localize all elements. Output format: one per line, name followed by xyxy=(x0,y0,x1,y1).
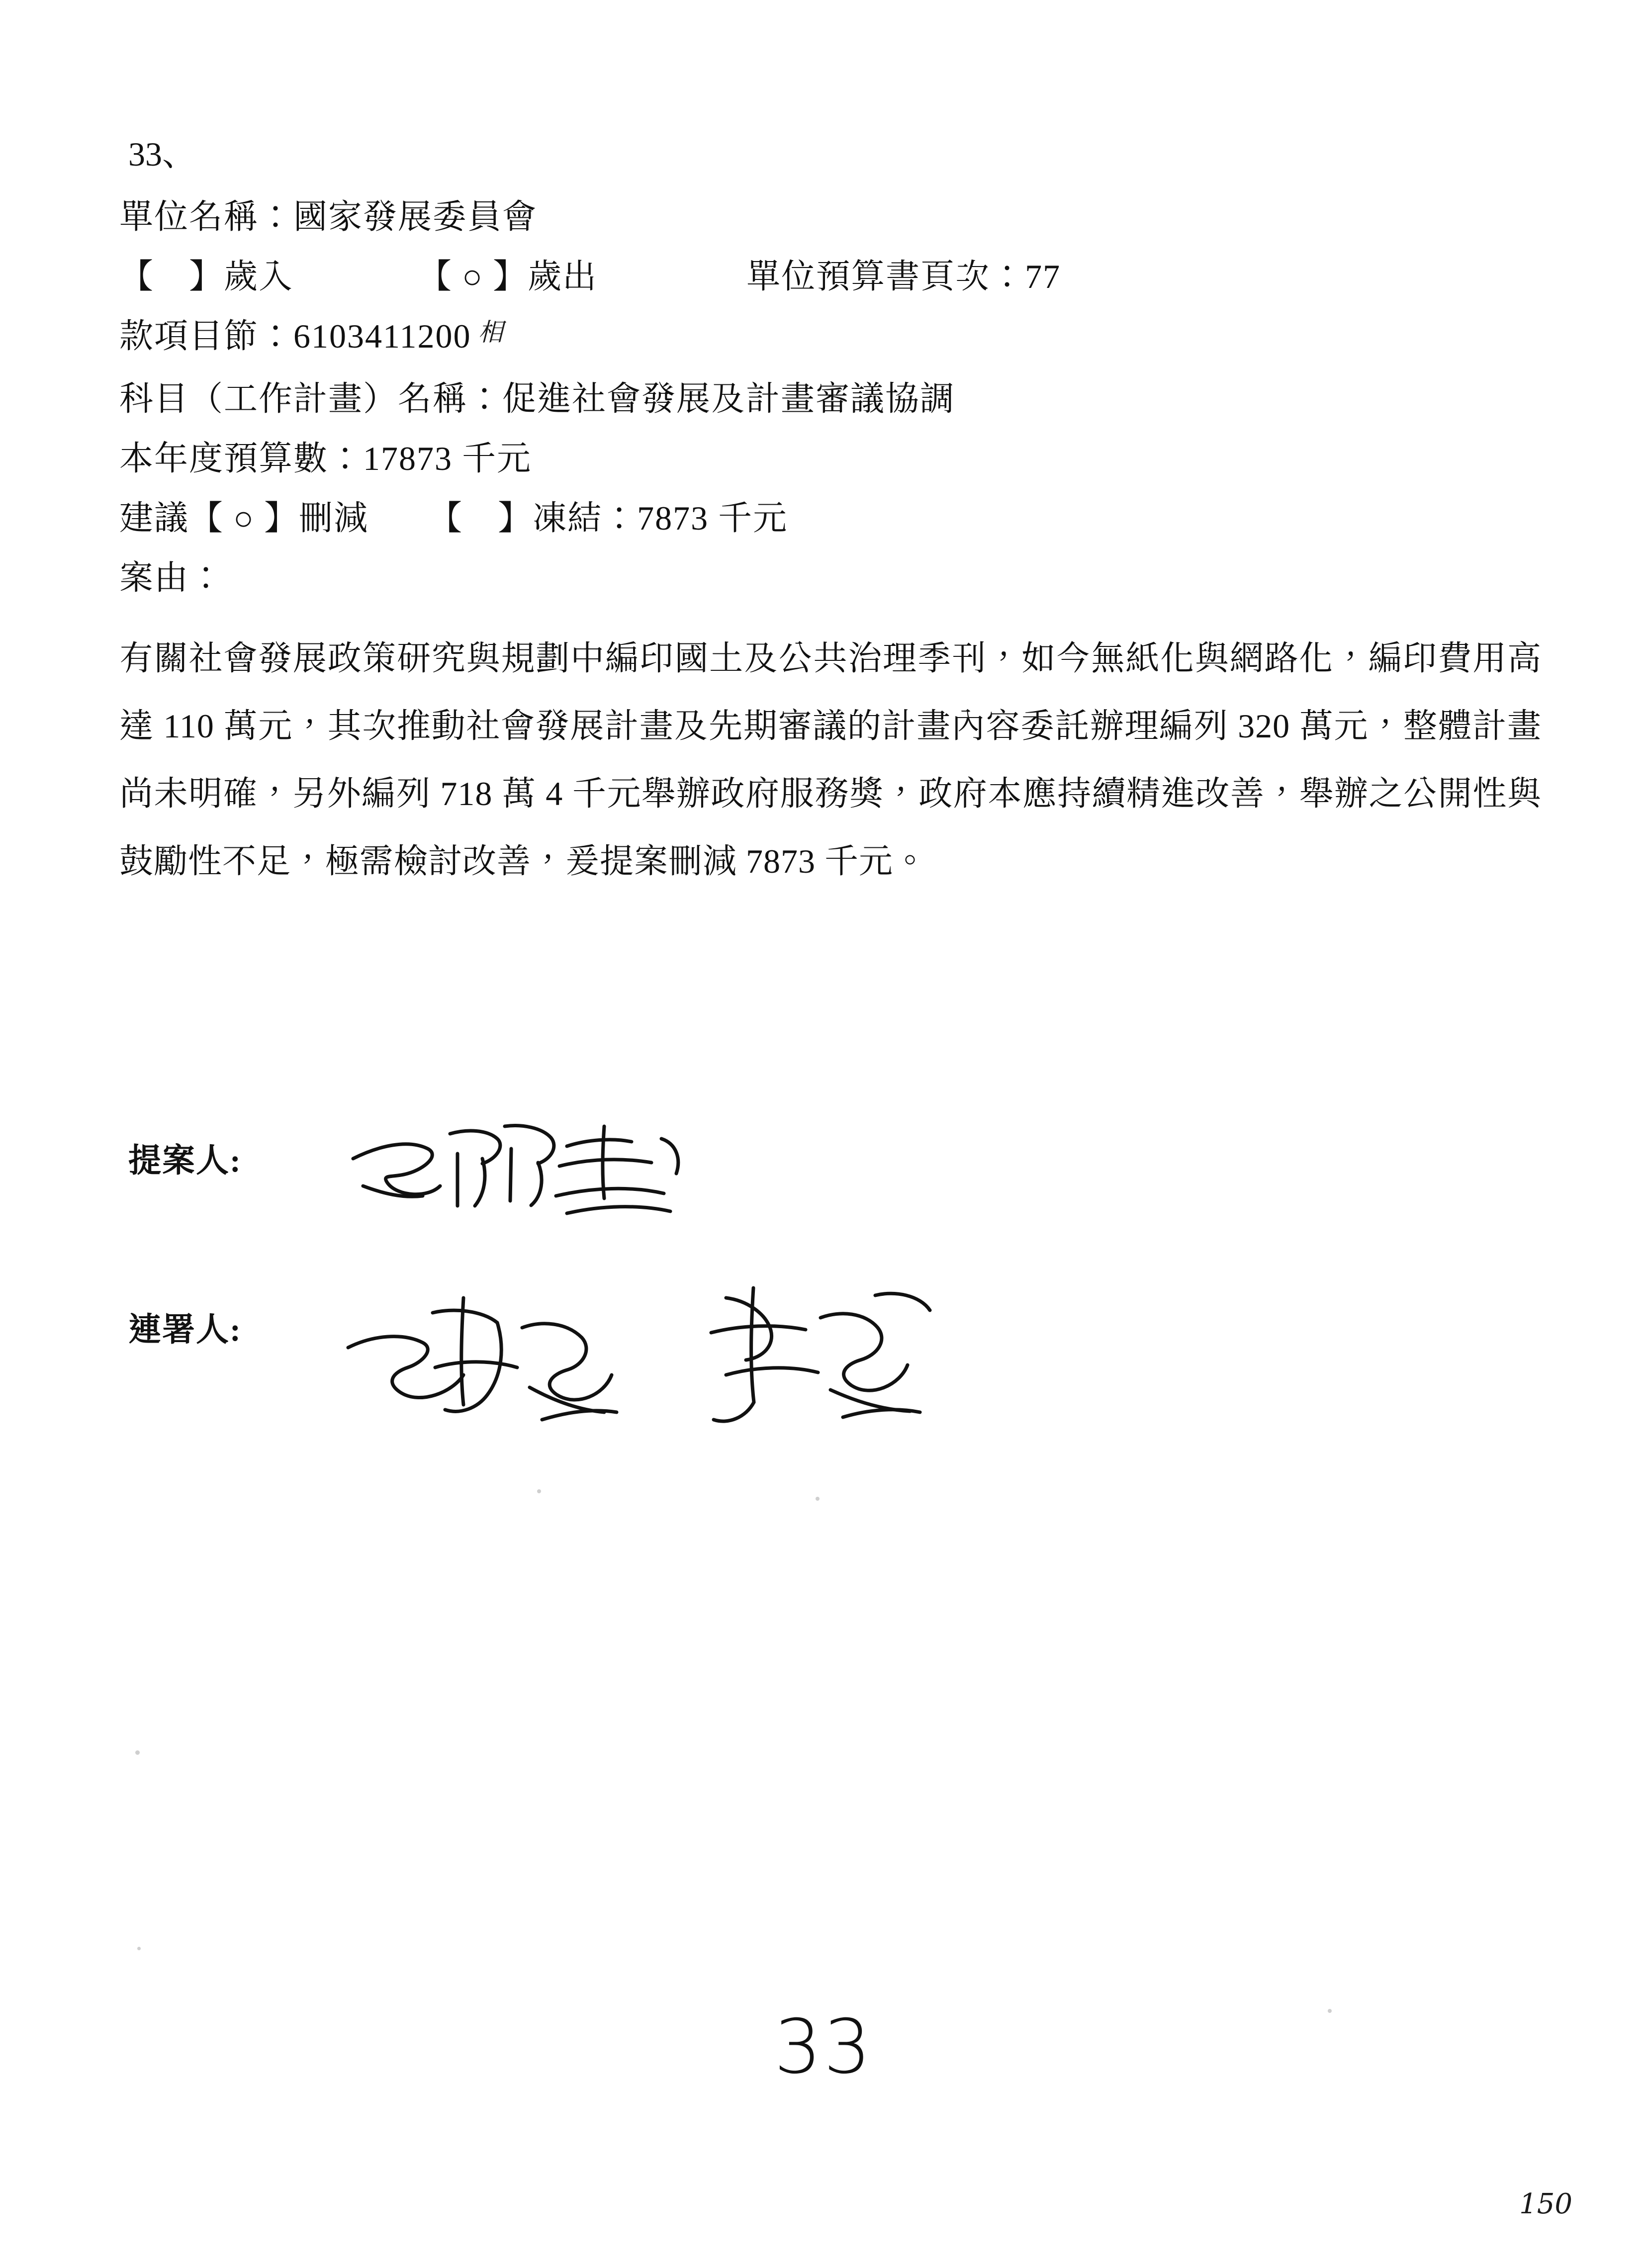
scan-speck xyxy=(137,1947,141,1950)
reason-body: 有關社會發展政策研究與規劃中編印國土及公共治理季刊，如今無紙化與網路化，編印費用高達 110 萬元，其次推動社會發展計畫及先期審議的計畫內容委託辦理編列 320 萬元，整體計畫尚未明確，另外編列 718 萬 4 千元舉辦政府服務獎，政府本應持續精進改善，舉辦之公開性與鼓勵性不足，極需檢討改善，爰提案刪減 7873 千元。 xyxy=(119,639,1542,880)
handwritten-annotation: 相 xyxy=(478,318,504,347)
proposer-signature xyxy=(333,1099,1477,1263)
field-annual-budget-label: 本年度預算數： xyxy=(119,440,364,477)
page-ref-value: 77 xyxy=(1025,258,1061,295)
freeze-label: 凍結： xyxy=(533,499,638,537)
freeze-value: 7873 千元 xyxy=(637,499,788,537)
cosigner-signatures xyxy=(333,1268,1477,1432)
page-ref-label: 單位預算書頁次： xyxy=(746,258,1025,295)
cosigner-label: 連署人: xyxy=(128,1312,242,1348)
scan-speck xyxy=(537,1489,541,1493)
field-program-name xyxy=(119,369,1542,429)
page-number-big: 33 xyxy=(774,2004,873,2090)
field-annual-budget xyxy=(119,429,1542,488)
cosigner-row xyxy=(119,1273,1542,1442)
field-account-code xyxy=(119,306,1542,369)
field-account-code-value: 6103411200 xyxy=(293,317,471,355)
field-program-name-value: 促進社會發展及計畫審議協調 xyxy=(502,380,955,418)
suggestion-line xyxy=(119,488,1542,548)
scan-speck xyxy=(1328,2009,1332,2013)
field-program-name-label: 科目（工作計畫）名稱： xyxy=(119,380,503,418)
signature-block xyxy=(119,1104,1542,1442)
scan-speck xyxy=(816,1497,820,1501)
folio-number: 150 xyxy=(1519,2188,1572,2220)
field-annual-budget-value: 17873 千元 xyxy=(363,440,532,477)
reason-label: 案由： xyxy=(119,559,224,597)
revenue-label: 歲入 xyxy=(224,258,294,295)
field-account-code-label: 款項目節： xyxy=(119,317,294,355)
scan-speck xyxy=(135,1750,140,1755)
budget-type-line xyxy=(119,247,1542,306)
document-body xyxy=(119,124,1542,895)
field-unit-name-label: 單位名稱： xyxy=(119,198,294,236)
delete-checkbox[interactable]: 【 ○ 】 xyxy=(189,499,299,537)
expenditure-checkbox[interactable]: 【 ○ 】 xyxy=(418,258,528,295)
suggestion-prefix: 建議 xyxy=(119,499,189,537)
delete-label: 刪減 xyxy=(299,499,369,537)
proposer-row xyxy=(119,1104,1542,1273)
freeze-checkbox[interactable]: 【 】 xyxy=(428,499,533,537)
expenditure-label: 歲出 xyxy=(528,258,598,295)
proposer-label: 提案人: xyxy=(128,1143,242,1179)
revenue-checkbox[interactable]: 【 】 xyxy=(119,258,224,295)
field-unit-name xyxy=(119,187,1542,247)
field-unit-name-value: 國家發展委員會 xyxy=(293,198,538,236)
item-number: 33、 xyxy=(128,135,196,173)
